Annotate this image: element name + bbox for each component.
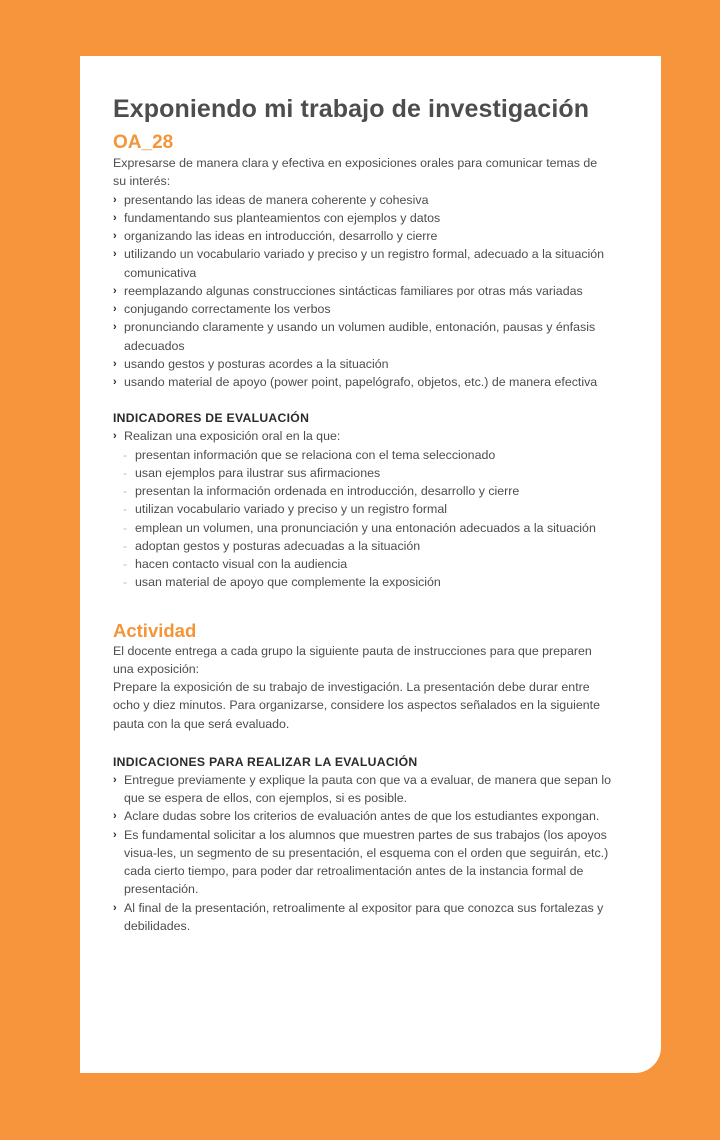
chevron-right-icon: › xyxy=(113,321,117,334)
list-item: › organizando las ideas en introducción, desarrollo y cierre xyxy=(113,227,613,245)
dash-icon: - xyxy=(123,465,128,480)
chevron-right-icon: › xyxy=(113,810,117,823)
list-item: - presentan la información ordenada en introducción, desarrollo y cierre xyxy=(123,482,613,500)
chevron-right-icon: › xyxy=(113,357,117,370)
page-content xyxy=(113,92,613,935)
list-item: › fundamentando sus planteamientos con ejemplos y datos xyxy=(113,209,613,227)
dash-icon: - xyxy=(123,502,128,517)
list-item: › pronunciando claramente y usando un volumen audible, entonación, pausas y énfasis adecuados xyxy=(113,320,596,353)
list-item: › conjugando correctamente los verbos xyxy=(113,300,613,318)
list-item: › reemplazando algunas construcciones sintácticas familiares por otras más variadas xyxy=(113,282,613,300)
list-item: › usando material de apoyo (power point, papelógrafo, objetos, etc.) de manera efectiva xyxy=(113,373,613,391)
list-item: - presentan información que se relaciona con el tema seleccionado xyxy=(123,446,613,464)
list-item: › Entregue previamente y explique la pauta con que va a evaluar, de manera que sepan lo que se espera de ellos, con ejemplos, si es posible. xyxy=(113,772,612,805)
activity-paragraph-2: Prepare la exposición de su trabajo de investigación. La presentación debe durar entre ocho y diez minutos. Para organizarse, considere los aspectos señalados en la siguiente pauta con la que será evaluado. xyxy=(113,680,600,731)
objective-code: OA_28 xyxy=(113,132,174,153)
list-item: - utilizan vocabulario variado y preciso y un registro formal xyxy=(123,500,613,518)
chevron-right-icon: › xyxy=(113,773,117,786)
list-item: › Es fundamental solicitar a los alumnos que muestren partes de sus trabajos (los apoyos visua-les, un segmento de su presentación, el esquema con el orden que seguirán, etc.) cada cierto tiempo, para poder dar retroalimentación antes de la instancia formal de presentación. xyxy=(113,827,609,897)
guidelines-list xyxy=(113,771,613,935)
list-item: - usan material de apoyo que complemente la exposición xyxy=(123,573,613,591)
activity-paragraph-1: El docente entrega a cada grupo la siguiente pauta de instrucciones para que preparen una exposición: xyxy=(113,643,592,676)
activity-title: Actividad xyxy=(113,619,197,641)
list-item: › Aclare dudas sobre los criterios de evaluación antes de que los estudiantes expongan. xyxy=(113,807,613,825)
chevron-right-icon: › xyxy=(113,376,117,388)
indicators-list xyxy=(113,427,613,445)
chevron-right-icon: › xyxy=(113,193,117,206)
list-item: › utilizando un vocabulario variado y preciso y un registro formal, adecuado a la situación comunicativa xyxy=(113,247,605,280)
dash-icon: - xyxy=(123,575,128,590)
chevron-right-icon: › xyxy=(113,901,117,914)
list-item: - adoptan gestos y posturas adecuadas a la situación xyxy=(123,537,613,555)
dash-icon: - xyxy=(123,557,128,571)
list-item: - usan ejemplos para ilustrar sus afirmaciones xyxy=(123,464,613,482)
list-item: › Al final de la presentación, retroalimente al expositor para que conozca sus fortalezas y debilidades. xyxy=(113,900,604,933)
chevron-right-icon: › xyxy=(113,828,117,841)
guidelines-heading: INDICACIONES PARA REALIZAR LA EVALUACIÓN xyxy=(113,754,418,769)
dash-icon: - xyxy=(123,484,128,498)
chevron-right-icon: › xyxy=(113,230,117,242)
list-item: › Realizan una exposición oral en la que: xyxy=(113,427,613,445)
page-title: Exponiendo mi trabajo de investigación xyxy=(113,95,590,123)
dash-icon: - xyxy=(123,447,128,462)
list-item: - hacen contacto visual con la audiencia xyxy=(123,555,613,573)
list-item: › usando gestos y posturas acordes a la situación xyxy=(113,355,613,373)
objective-list xyxy=(113,191,613,392)
chevron-right-icon: › xyxy=(113,430,117,443)
indicators-heading: INDICADORES DE EVALUACIÓN xyxy=(113,411,310,426)
chevron-right-icon: › xyxy=(113,248,117,261)
chevron-right-icon: › xyxy=(113,284,117,297)
dash-icon: - xyxy=(123,538,128,553)
list-item: - emplean un volumen, una pronunciación y una entonación adecuados a la situación xyxy=(123,519,613,537)
chevron-right-icon: › xyxy=(113,211,117,224)
page-card xyxy=(80,56,661,1073)
list-item: › presentando las ideas de manera coherente y cohesiva xyxy=(113,191,613,209)
objective-intro: Expresarse de manera clara y efectiva en exposiciones orales para comunicar temas de su interés: xyxy=(113,156,598,189)
indicators-sublist xyxy=(113,446,613,592)
chevron-right-icon: › xyxy=(113,303,117,315)
dash-icon: - xyxy=(123,520,128,535)
